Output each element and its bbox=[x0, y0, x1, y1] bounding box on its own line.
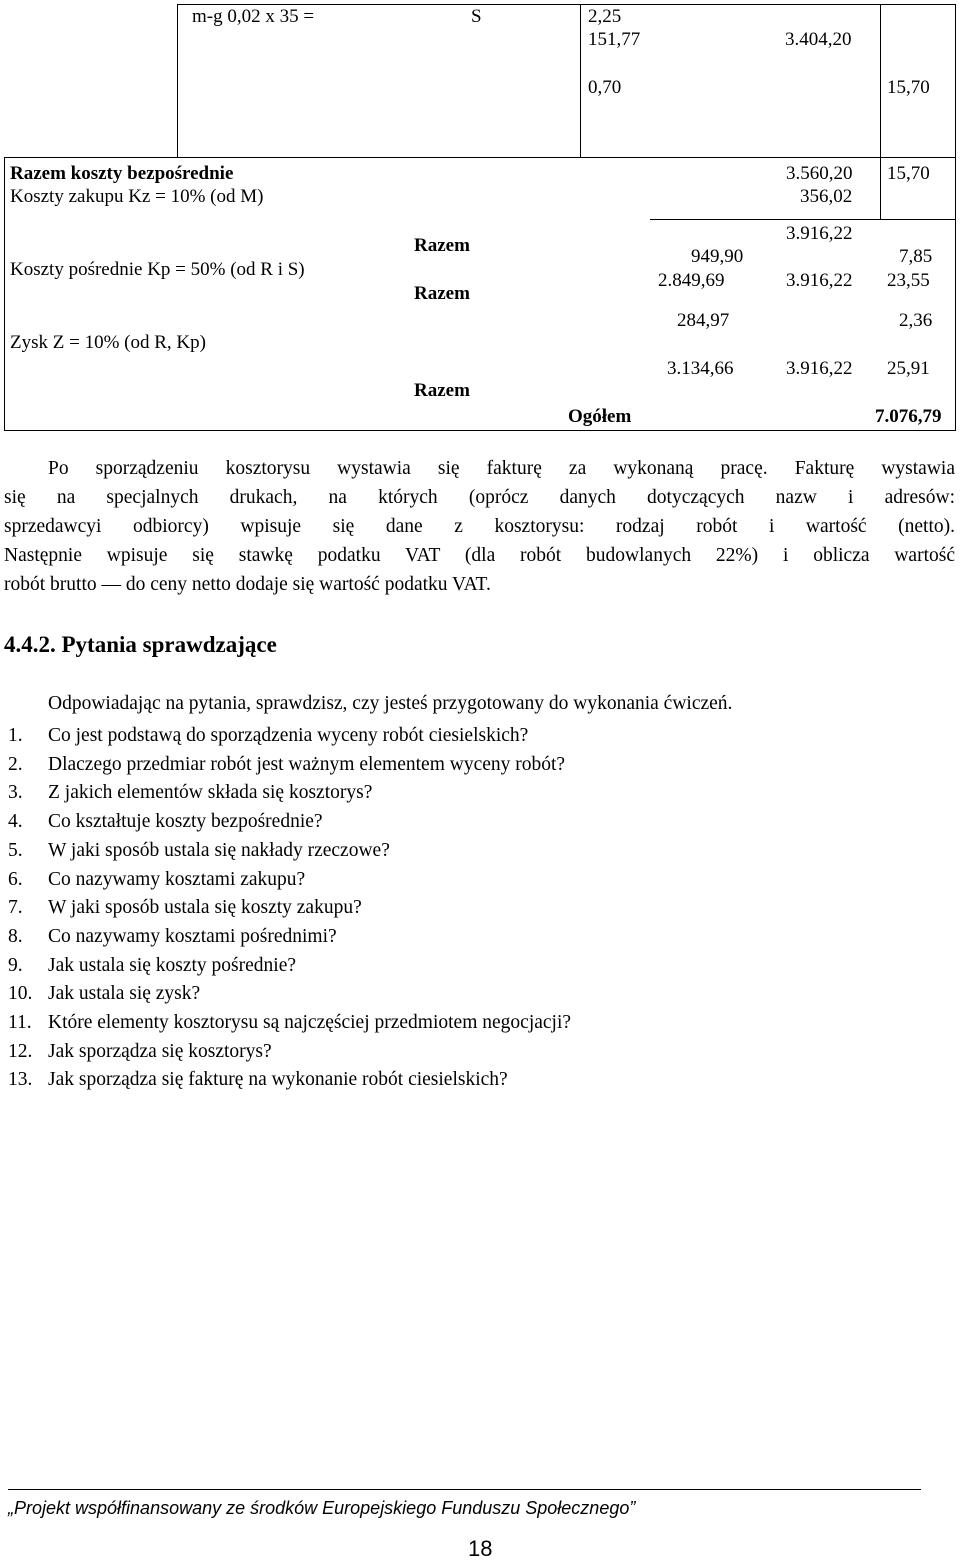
question-item bbox=[8, 1038, 571, 1067]
value-profit: 284,97 bbox=[677, 310, 730, 331]
value-razem-2-v2: 3.916,22 bbox=[786, 270, 853, 291]
cell-mg-total: 3.404,20 bbox=[785, 29, 852, 50]
paragraph-line-1: Po sporządzeniu kosztorysu wystawia się fakturę za wykonaną pracę. Fakturę wystawia bbox=[48, 458, 955, 479]
question-item bbox=[8, 808, 571, 837]
question-item bbox=[8, 1066, 571, 1095]
value-razem-3-v2: 3.916,22 bbox=[786, 358, 853, 379]
question-text: Co jest podstawą do sporządzenia wyceny robót ciesielskich? bbox=[48, 725, 529, 746]
question-item bbox=[8, 866, 571, 895]
question-number: 10. bbox=[8, 983, 33, 1005]
question-text: Które elementy kosztorysu są najczęściej przedmiotem negocjacji? bbox=[48, 1012, 572, 1034]
question-number: 6. bbox=[8, 868, 23, 890]
question-number: 5. bbox=[8, 839, 23, 861]
table-row-line-2 bbox=[650, 219, 956, 220]
table-divider-1 bbox=[580, 4, 581, 158]
value-profit-extra: 2,36 bbox=[899, 310, 933, 331]
paragraph-line-5: robót brutto — do ceny netto dodaje się wartość podatku VAT. bbox=[4, 574, 491, 595]
question-text: Jak ustala się zysk? bbox=[48, 983, 201, 1005]
table-divider-2 bbox=[880, 4, 881, 220]
question-number: 1. bbox=[8, 725, 23, 746]
label-razem-1: Razem bbox=[414, 235, 470, 256]
question-text: Co kształtuje koszty bezpośrednie? bbox=[48, 811, 323, 833]
question-text: Co nazywamy kosztami zakupu? bbox=[48, 868, 306, 890]
question-number: 8. bbox=[8, 925, 23, 947]
question-item bbox=[8, 751, 571, 780]
question-item bbox=[8, 952, 571, 981]
question-number: 12. bbox=[8, 1040, 33, 1062]
label-razem-3: Razem bbox=[414, 380, 470, 401]
question-number: 3. bbox=[8, 782, 23, 804]
footer-text: „Projekt współfinansowany ze środków Europejskiego Funduszu Społecznego” bbox=[8, 1498, 636, 1518]
value-purchase: 356,02 bbox=[800, 186, 853, 207]
value-razem-3-v1: 3.134,66 bbox=[667, 358, 734, 379]
question-text: Jak sporządza się fakturę na wykonanie robót ciesielskich? bbox=[48, 1069, 508, 1091]
footer-label: Projekt współfinansowany ze środków Europejskiego Funduszu Społecznego bbox=[14, 1498, 630, 1518]
question-text: Z jakich elementów składa się kosztorys? bbox=[48, 782, 373, 804]
question-number: 9. bbox=[8, 954, 23, 976]
value-indirect-extra: 7,85 bbox=[899, 246, 933, 267]
question-item bbox=[8, 1009, 571, 1038]
table-border-top bbox=[177, 4, 956, 5]
question-text: W jaki sposób ustala się nakłady rzeczowe? bbox=[48, 839, 390, 861]
paragraph-line-4: Następnie wpisuje się stawkę podatku VAT (dla robót budowlanych 22%) i oblicza wartość bbox=[4, 545, 955, 566]
question-item bbox=[8, 779, 571, 808]
label-profit: Zysk Z = 10% (od R, Kp) bbox=[10, 332, 206, 353]
cell-mg-total2: 15,70 bbox=[887, 77, 930, 98]
question-text: Dlaczego przedmiar robót jest ważnym elementem wyceny robót? bbox=[48, 753, 566, 775]
table-border-bottom bbox=[4, 430, 956, 431]
cost-table bbox=[0, 0, 960, 432]
question-number: 11. bbox=[8, 1012, 32, 1034]
question-number: 2. bbox=[8, 753, 23, 775]
question-number: 13. bbox=[8, 1069, 33, 1091]
question-item bbox=[8, 837, 571, 866]
questions-list bbox=[8, 722, 571, 1095]
value-direct-extra: 15,70 bbox=[887, 163, 930, 184]
question-item bbox=[8, 722, 571, 751]
question-text: Jak ustala się koszty pośrednie? bbox=[48, 954, 297, 976]
paragraph-line-3: sprzedawcyi odbiorcy) wpisuje się dane z kosztorysu: rodzaj robót i wartość (netto). bbox=[4, 516, 955, 537]
footer-rule bbox=[8, 1489, 921, 1490]
question-item bbox=[8, 894, 571, 923]
question-text: Co nazywamy kosztami pośrednimi? bbox=[48, 925, 337, 947]
page-number: 18 bbox=[468, 1536, 493, 1561]
cell-mg-symbol: S bbox=[471, 6, 482, 27]
invoice-paragraph bbox=[4, 454, 955, 599]
question-item bbox=[8, 923, 571, 952]
cell-mg-v3: 0,70 bbox=[588, 77, 622, 98]
label-direct-costs: Razem koszty bezpośrednie bbox=[10, 163, 234, 184]
question-text: W jaki sposób ustala się koszty zakupu? bbox=[48, 897, 362, 919]
table-row-line bbox=[4, 157, 956, 158]
value-razem-1: 3.916,22 bbox=[786, 223, 853, 244]
table-border-left bbox=[4, 157, 5, 431]
question-number: 7. bbox=[8, 897, 23, 919]
value-razem-3-extra: 25,91 bbox=[887, 358, 930, 379]
question-item bbox=[8, 980, 571, 1009]
value-razem-2-v1: 2.849,69 bbox=[658, 270, 725, 291]
table-border-right bbox=[955, 4, 956, 431]
cell-mg-v1: 2,25 bbox=[588, 6, 622, 27]
value-razem-2-extra: 23,55 bbox=[887, 270, 930, 291]
label-total: Ogółem bbox=[568, 406, 632, 427]
cell-mg-v2: 151,77 bbox=[588, 29, 641, 50]
label-purchase-costs: Koszty zakupu Kz = 10% (od M) bbox=[10, 186, 264, 207]
table-border-left-top bbox=[177, 4, 178, 158]
cell-mg-label: m-g 0,02 x 35 = bbox=[192, 6, 315, 27]
section-title: 4.4.2. Pytania sprawdzające bbox=[4, 632, 277, 657]
question-number: 4. bbox=[8, 811, 23, 833]
value-total: 7.076,79 bbox=[875, 406, 942, 427]
questions-intro: Odpowiadając na pytania, sprawdzisz, czy jesteś przygotowany do wykonania ćwiczeń. bbox=[48, 693, 733, 714]
label-razem-2: Razem bbox=[414, 283, 470, 304]
value-direct: 3.560,20 bbox=[786, 163, 853, 184]
label-indirect-costs: Koszty pośrednie Kp = 50% (od R i S) bbox=[10, 259, 305, 280]
question-text: Jak sporządza się kosztorys? bbox=[48, 1040, 272, 1062]
value-indirect: 949,90 bbox=[691, 246, 744, 267]
paragraph-line-2: się na specjalnych drukach, na których (oprócz danych dotyczących nazw i adresów: bbox=[4, 487, 955, 508]
